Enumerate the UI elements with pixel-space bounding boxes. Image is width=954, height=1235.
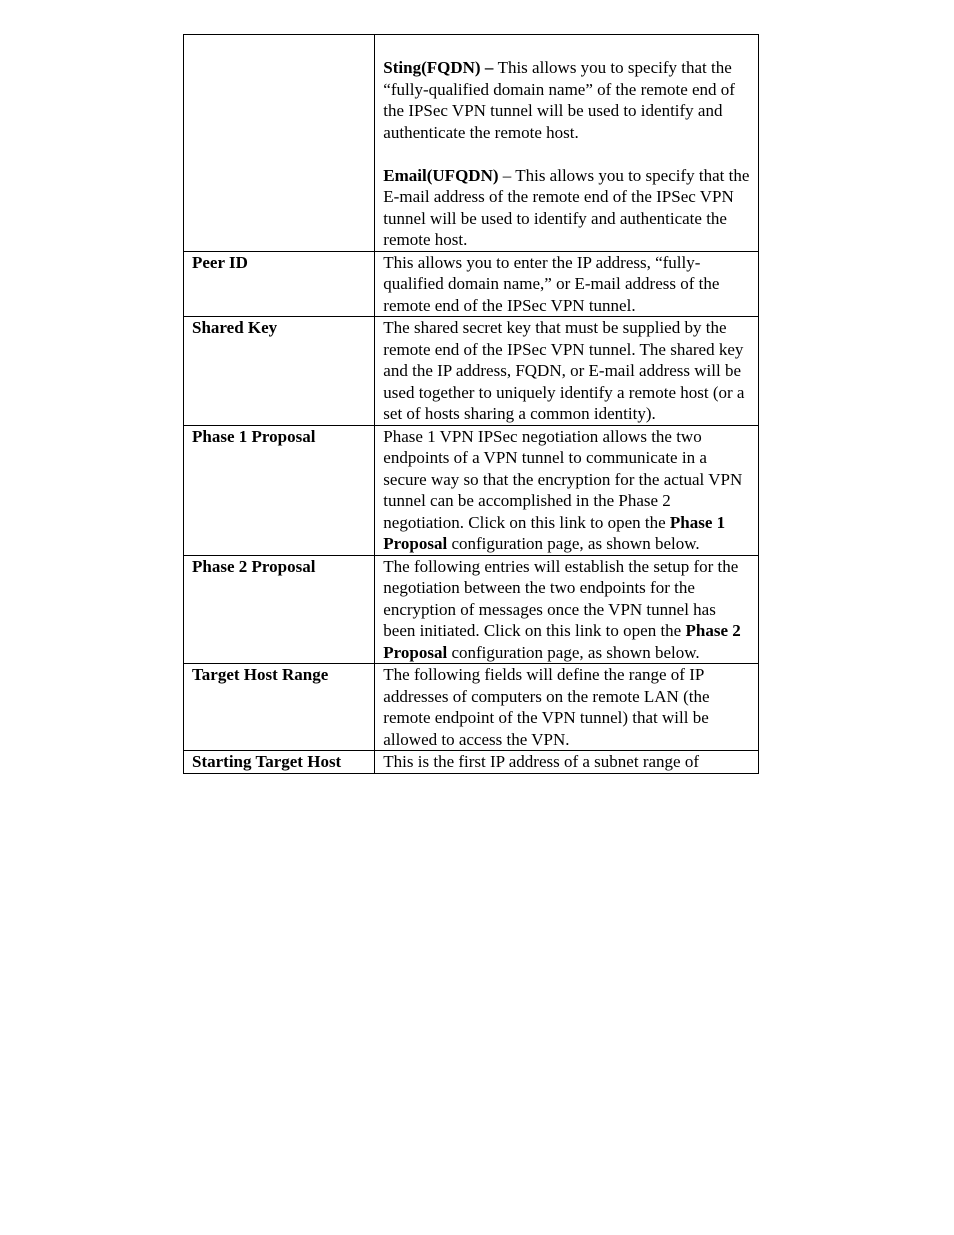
- description-text: configuration page, as shown below.: [447, 642, 700, 662]
- definitions-table: [183, 34, 759, 774]
- email-entry: [383, 165, 750, 251]
- table-row: [184, 251, 759, 317]
- description-cell: [375, 35, 759, 252]
- table-row: [184, 317, 759, 426]
- term-cell: Phase 1 Proposal: [184, 425, 375, 555]
- table-row: [184, 555, 759, 664]
- description-text: The shared secret key that must be supplied by the remote end of the IPSec VPN tunnel. The shared key and the IP address, FQDN, or E-mail address will be used together to uniquely identify a remote host (or a set of hosts sharing a common identity).: [383, 318, 745, 423]
- description-text: This allows you to enter the IP address, “fully-qualified domain name,” or E-mail address of the remote end of the IPSec VPN tunnel.: [383, 252, 720, 315]
- term-cell: [184, 35, 375, 252]
- description-text: The following entries will establish the setup for the negotiation between the two endpoints for the encryption of messages once the VPN tunnel has been initiated. Click on this link to open the: [383, 556, 739, 640]
- table-row: [184, 664, 759, 751]
- entry-text: – This allows you to specify that the E-mail address of the remote end of the IPSec VPN tunnel will be used to identify and authenticate the remote host.: [383, 165, 750, 249]
- description-emphasis: Phase 1 Proposal: [383, 512, 726, 553]
- term-cell: Shared Key: [184, 317, 375, 426]
- entry-label: Email(UFQDN): [383, 165, 499, 185]
- description-cell: [375, 751, 759, 774]
- description-text: Phase 1 VPN IPSec negotiation allows the two endpoints of a VPN tunnel to communicate in a secure way so that the encryption for the actual VPN tunnel can be accomplished in the Phase 2 negotiation. Click on this link to open the: [383, 426, 743, 532]
- description-cell: [375, 664, 759, 751]
- table-row: [184, 751, 759, 774]
- description-text: configuration page, as shown below.: [447, 534, 700, 553]
- description-cell: [375, 317, 759, 426]
- term-cell: Phase 2 Proposal: [184, 555, 375, 664]
- table-row: [184, 35, 759, 252]
- description-emphasis: Phase 2 Proposal: [383, 621, 741, 662]
- description-cell: [375, 425, 759, 555]
- fqdn-entry: [383, 57, 750, 143]
- description-cell: [375, 555, 759, 664]
- description-text: The following fields will define the range of IP addresses of computers on the remote LAN (the remote endpoint of the VPN tunnel) that will be allowed to access the VPN.: [383, 665, 710, 749]
- description-text: This is the first IP address of a subnet range of: [383, 752, 699, 771]
- term-cell: Target Host Range: [184, 664, 375, 751]
- term-cell: Starting Target Host: [184, 751, 375, 774]
- term-cell: Peer ID: [184, 251, 375, 317]
- description-cell: [375, 251, 759, 317]
- entry-label: Sting(FQDN) –: [383, 58, 498, 77]
- table-row: [184, 425, 759, 555]
- entry-text: This allows you to specify that the “fully-qualified domain name” of the remote end of the IPSec VPN tunnel will be used to identify and authenticate the remote host.: [383, 58, 735, 142]
